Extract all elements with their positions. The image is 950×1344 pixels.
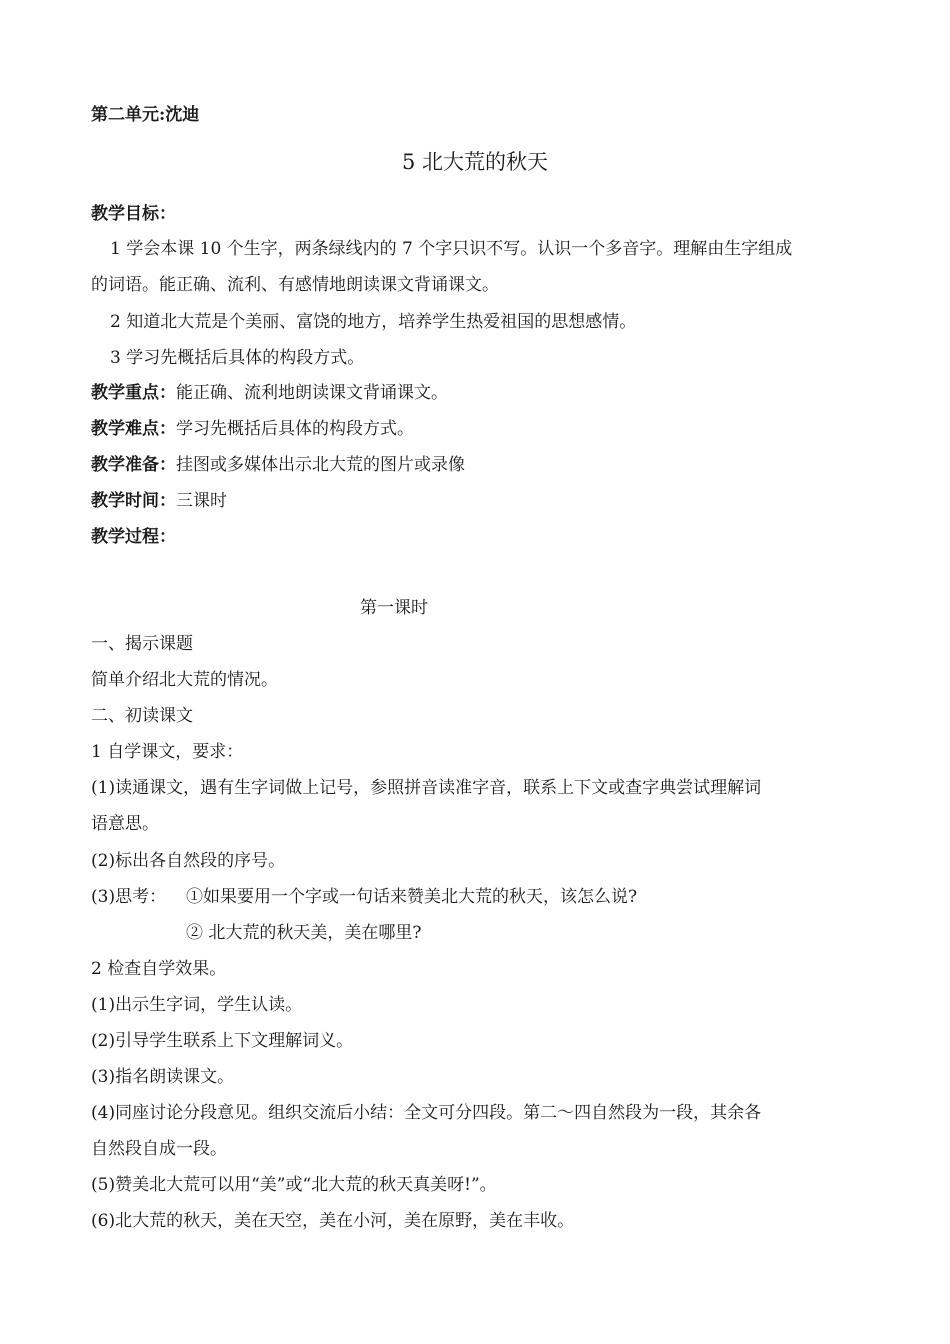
preparation-label: 教学准备：	[91, 455, 176, 475]
process-heading: 教学过程：	[91, 527, 176, 547]
step-2a: (1)出示生字词，学生认读。	[91, 995, 303, 1015]
preparation-text: 挂图或多媒体出示北大荒的图片或录像	[176, 455, 465, 475]
difficulty	[91, 417, 414, 441]
step-1: 1 自学课文，要求：	[91, 742, 244, 762]
key-point-text: 能正确、流利地朗读课文背诵课文。	[176, 383, 448, 403]
step-1a-line-1: (1)读通课文，遇有生字词做上记号，参照拼音读准字音，联系上下文或查字典尝试理解词	[91, 778, 762, 798]
step-2d-line-2: 自然段自成一段。	[91, 1139, 227, 1159]
time-label: 教学时间：	[91, 491, 176, 511]
difficulty-text: 学习先概括后具体的构段方式。	[176, 419, 414, 439]
step-1c-label: (3)思考：	[91, 887, 167, 907]
step-1a-line-2: 语意思。	[91, 814, 159, 834]
step-1c-question-1: ①如果要用一个字或一句话来赞美北大荒的秋天，该怎么说?	[186, 887, 638, 907]
key-point	[91, 381, 448, 405]
step-2b: (2)引导学生联系上下文理解词义。	[91, 1031, 354, 1051]
difficulty-label: 教学难点：	[91, 419, 176, 439]
step-2: 2 检查自学效果。	[91, 959, 227, 979]
step-2f: (6)北大荒的秋天，美在天空，美在小河，美在原野，美在丰收。	[91, 1211, 575, 1231]
section-1-heading: 一、揭示课题	[91, 634, 193, 654]
session-title: 第一课时	[360, 598, 428, 618]
section-1-text: 简单介绍北大荒的情况。	[91, 670, 278, 690]
step-1c-question-2: ② 北大荒的秋天美，美在哪里?	[186, 923, 422, 943]
section-2-heading: 二、初读课文	[91, 706, 193, 726]
step-1b: (2)标出各自然段的序号。	[91, 851, 286, 871]
time-text: 三课时	[176, 491, 227, 511]
preparation	[91, 453, 465, 477]
objective-2: 2 知道北大荒是个美丽、富饶的地方，培养学生热爱祖国的思想感情。	[110, 312, 637, 332]
teaching-time	[91, 489, 227, 513]
step-2c: (3)指名朗读课文。	[91, 1067, 235, 1087]
lesson-title: 5 北大荒的秋天	[401, 150, 549, 174]
objective-1-line-1: 1 学会本课 10 个生字，两条绿线内的 7 个字只识不写。认识一个多音字。理解由生字组成	[110, 239, 793, 259]
objective-3: 3 学习先概括后具体的构段方式。	[110, 348, 365, 368]
unit-heading: 第二单元:沈迪	[91, 105, 200, 125]
key-point-label: 教学重点：	[91, 383, 176, 403]
step-2d-line-1: (4)同座讨论分段意见。组织交流后小结：全文可分四段。第二～四自然段为一段，其余各	[91, 1103, 762, 1123]
step-2e: (5)赞美北大荒可以用“美”或“北大荒的秋天真美呀!”。	[91, 1175, 497, 1195]
objectives-heading: 教学目标：	[91, 204, 176, 224]
objective-1-line-2: 的词语。能正确、流利、有感情地朗读课文背诵课文。	[91, 275, 499, 295]
